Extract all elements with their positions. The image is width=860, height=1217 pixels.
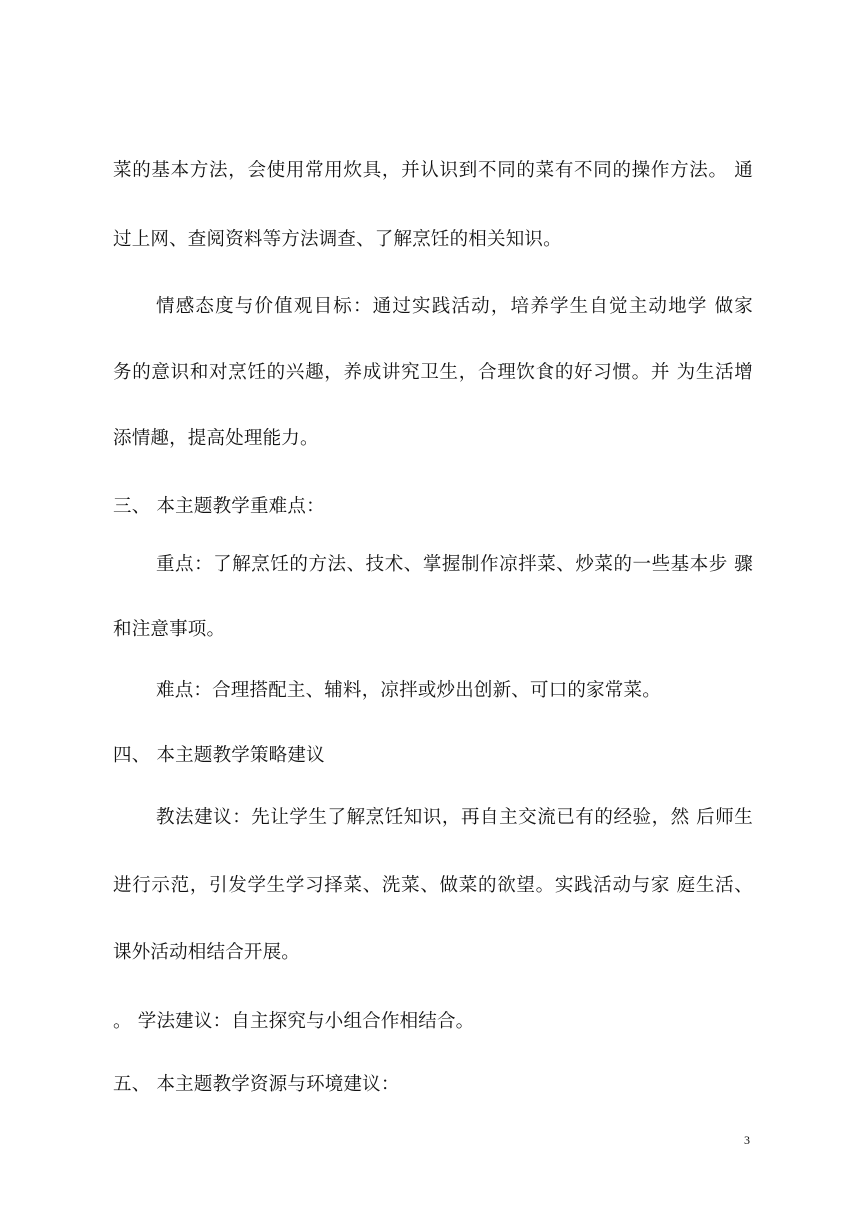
paragraph-line-7: 重点：了解烹饪的方法、技术、掌握制作凉拌菜、炒菜的一些基本步 骤 <box>156 554 753 575</box>
paragraph-line-1: 菜的基本方法，会使用常用炊具，并认识到不同的菜有不同的操作方法。 通 <box>113 160 753 181</box>
paragraph-line-8: 和注意事项。 <box>113 619 226 640</box>
paragraph-line-3: 情感态度与价值观目标：通过实践活动，培养学生自觉主动地学 做家 <box>156 296 753 317</box>
paragraph-line-13: 课外活动相结合开展。 <box>113 942 301 963</box>
section-heading-4: 四、 本主题教学策略建议 <box>113 745 325 766</box>
paragraph-line-14: 。 学法建议：自主探究与小组合作相结合。 <box>113 1011 475 1032</box>
section-heading-3: 三、 本主题教学重难点： <box>113 496 325 517</box>
paragraph-line-2: 过上网、查阅资料等方法调查、了解烹饪的相关知识。 <box>113 229 562 250</box>
paragraph-line-9: 难点：合理搭配主、辅料，凉拌或炒出创新、可口的家常菜。 <box>156 680 661 701</box>
paragraph-line-4: 务的意识和对烹饪的兴趣，养成讲究卫生，合理饮食的好习惯。并 为生活增 <box>113 362 753 383</box>
section-heading-5: 五、 本主题教学资源与环境建议： <box>113 1074 400 1095</box>
page-number: 3 <box>744 1133 750 1147</box>
paragraph-line-11: 教法建议：先让学生了解烹饪知识，再自主交流已有的经验，然 后师生 <box>156 807 753 828</box>
paragraph-line-12: 进行示范，引发学生学习择菜、洗菜、做菜的欲望。实践活动与家 庭生活、 <box>113 875 753 896</box>
paragraph-line-5: 添情趣，提高处理能力。 <box>113 428 319 449</box>
